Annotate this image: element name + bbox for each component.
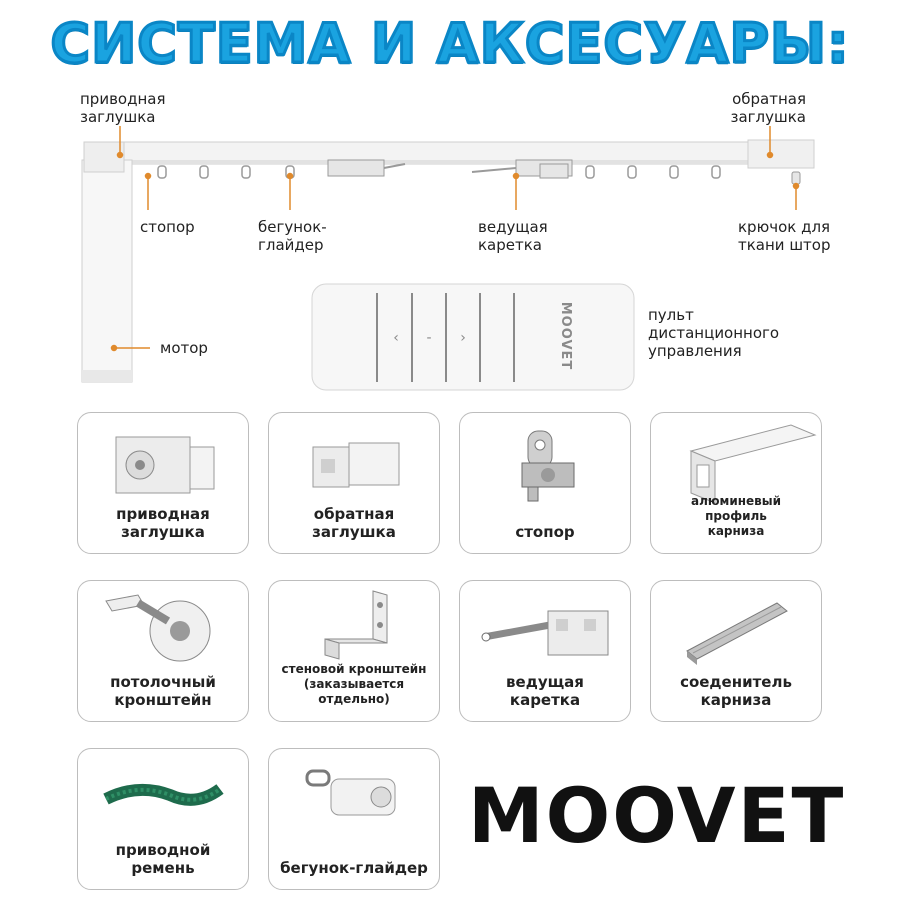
remote-brand: MOOVET [558, 301, 573, 371]
label-hook: крючок для ткани штор [738, 218, 831, 254]
rail-connector-icon [651, 581, 821, 671]
label-return-cap: обратная заглушка [730, 90, 806, 126]
label-motor: мотор [160, 339, 208, 357]
master-carriage-icon [460, 581, 630, 671]
card-glider: бегунок-глайдер [268, 748, 440, 890]
glider-icon [269, 749, 439, 839]
return-cap-icon [269, 413, 439, 503]
ceiling-bracket-icon [78, 581, 248, 671]
drive-cap-icon [78, 413, 248, 503]
page-title: СИСТЕМА И АКСЕСУАРЫ: [50, 12, 850, 75]
card-drive-belt: приводной ремень [77, 748, 249, 890]
card-aluminium-profile: алюминевый профиль карниза [650, 412, 822, 554]
stopper-icon [460, 413, 630, 513]
card-ceiling-bracket: потолочный кронштейн [77, 580, 249, 722]
card-master-carriage: ведущая каретка [459, 580, 631, 722]
drive-belt-icon [78, 749, 248, 839]
card-stopper: стопор [459, 412, 631, 554]
remote-body [312, 284, 634, 390]
profile-icon [651, 413, 821, 503]
wall-bracket-icon [269, 581, 439, 671]
label-drive-cap: приводная заглушка [80, 90, 166, 126]
svg-text:›: › [460, 330, 466, 346]
card-rail-connector: соеденитель карниза [650, 580, 822, 722]
label-master-carriage: ведущая каретка [478, 218, 548, 254]
label-remote: пульт дистанционного управления [648, 306, 780, 360]
card-return-cap: обратная заглушка [268, 412, 440, 554]
svg-text:-: - [426, 330, 432, 346]
card-drive-cap: приводная заглушка [77, 412, 249, 554]
svg-text:‹: ‹ [393, 330, 399, 346]
label-stopper: стопор [140, 218, 195, 236]
brand-logo: MOOVET [468, 771, 846, 860]
card-wall-bracket: стеновой кронштейн (заказывается отдельно) [268, 580, 440, 722]
label-glider: бегунок- глайдер [258, 218, 327, 254]
